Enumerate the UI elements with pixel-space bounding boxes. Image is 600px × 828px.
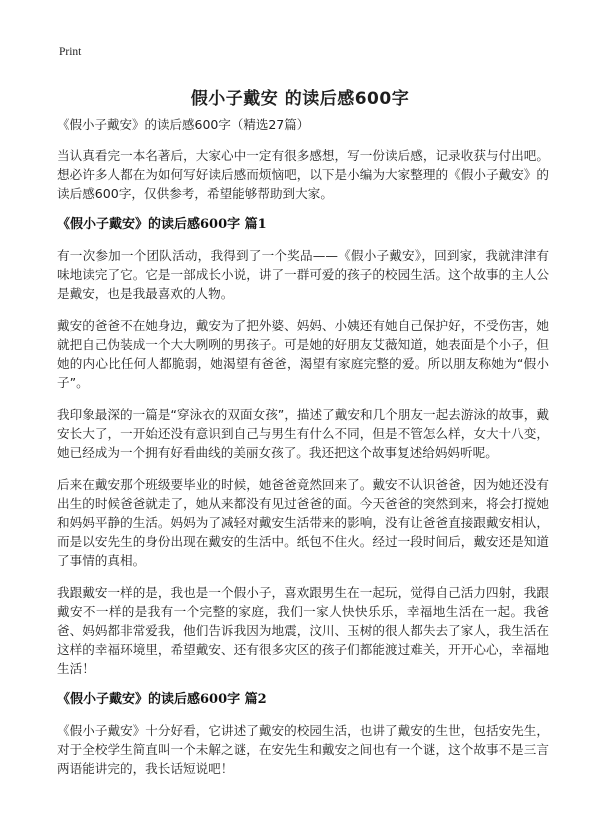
article-subtitle: 《假小子戴安》的读后感600字（精选27篇）	[57, 117, 310, 132]
paragraph: 我印象最深的一篇是“穿泳衣的双面女孩”，描述了戴安和几个朋友一起去游泳的故事，戴安长大了，一开始还没有意识到自己与男生有什么不同，但是不管怎么样，女大十八变，她已经成为一个拥有好看曲线的美丽女孩了。我还把这个故事复述给妈妈听呢。	[57, 407, 549, 460]
paragraph: 有一次参加一个团队活动，我得到了一个奖品——《假小子戴安》，回到家，我就津津有味地读完了它。它是一部成长小说，讲了一群可爱的孩子的校园生活。这个故事的主人公是戴安，也是我最喜欢的人物。	[57, 248, 549, 301]
paragraph: 我跟戴安一样的是，我也是一个假小子，喜欢跟男生在一起玩，觉得自己活力四射，我跟戴安不一样的是我有一个完整的家庭，我们一家人快快乐乐，幸福地生活在一起。我爸爸、妈妈都非常爱我，他们告诉我因为地震，汶川、玉树的很人都失去了家人，我生活在这样的幸福环境里，希望戴安、还有很多灾区的孩子们都能渡过难关，开开心心，幸福地生活！	[57, 585, 549, 676]
paragraph: 戴安的爸爸不在她身边，戴安为了把外婆、妈妈、小姨还有她自己保护好，不受伤害，她就把自己伪装成一个大大咧咧的男孩子。可是她的好朋友艾薇知道，她表面是个小子，但她的内心比任何人都脆弱，她渴望有爸爸，渴望有家庭完整的爱。所以朋友称她为“假小子”。	[57, 318, 549, 390]
paragraph: 《假小子戴安》十分好看，它讲述了戴安的校园生活，也讲了戴安的生世，包括安先生，对于全校学生简直叫一个未解之谜，在安先生和戴安之间也有一个谜，这个故事不是三言两语能讲完的，我长话短说吧！	[57, 723, 549, 776]
page-title: 假小子戴安 的读后感600字	[190, 89, 410, 109]
print-label: Print	[59, 46, 82, 58]
article-body	[57, 117, 549, 791]
intro-paragraph: 当认真看完一本名著后，大家心中一定有很多感想，写一份读后感，记录收获与付出吧。想必许多人都在为如何写好读后感而烦恼吧，以下是小编为大家整理的《假小子戴安》的读后感600字，仅供参考，希望能够帮助到大家。	[57, 148, 549, 201]
section-heading-1: 《假小子戴安》的读后感600字 篇1	[57, 217, 267, 232]
section-heading-2: 《假小子戴安》的读后感600字 篇2	[57, 692, 267, 707]
paragraph: 后来在戴安那个班级要毕业的时候，她爸爸竟然回来了。戴安不认识爸爸，因为她还没有出生的时候爸爸就走了，她从来都没有见过爸爸的面。今天爸爸的突然到来，将会打搅她和妈妈平静的生活。妈妈为了减轻对戴安生活带来的影响，没有让爸爸直接跟戴安相认，而是以安先生的身份出现在戴安的生活中。纸包不住火。经过一段时间后，戴安还是知道了事情的真相。	[57, 477, 549, 568]
